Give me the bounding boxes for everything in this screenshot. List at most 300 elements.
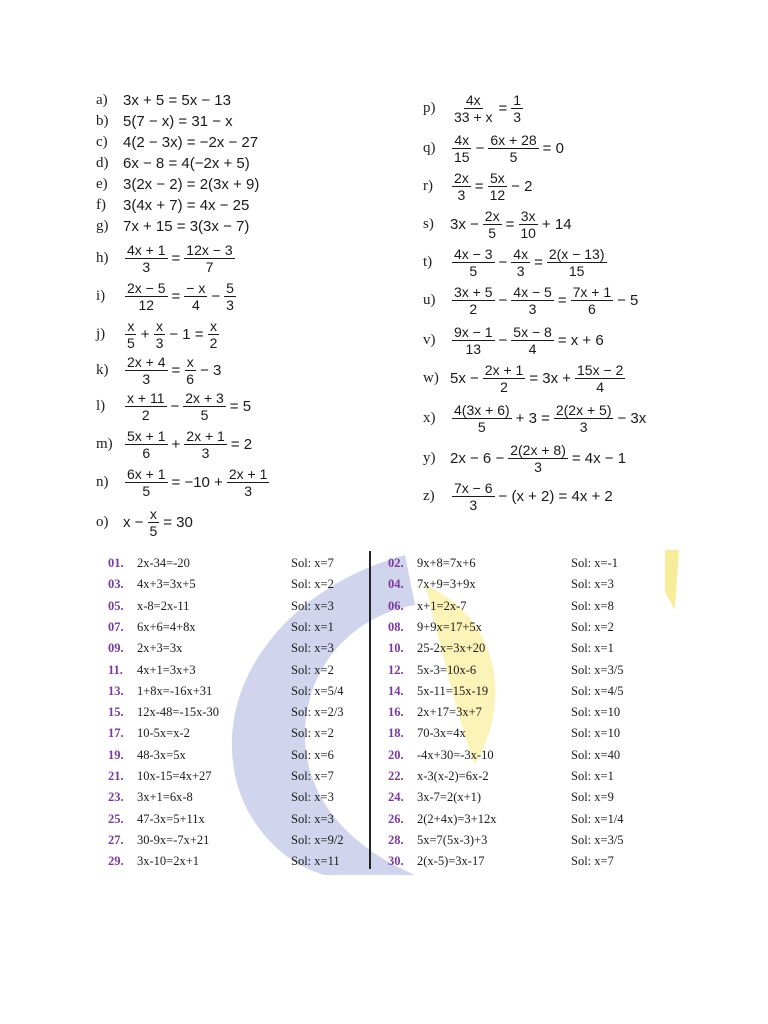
fraction-denominator: 5 [509, 149, 518, 165]
fraction [208, 318, 220, 351]
exercise-equation [122, 197, 250, 214]
fraction-numerator: 4x − 5 [513, 284, 552, 300]
problem-number: 24. [388, 790, 404, 805]
problem-solution: Sol: x=3 [291, 641, 334, 656]
fraction-numerator: 9x − 1 [454, 324, 493, 340]
problem-equation: 6x+6=4+8x [137, 619, 196, 634]
problem-equation: 3x-7=2(x+1) [417, 790, 482, 805]
fraction-numerator: x + 11 [127, 390, 165, 406]
fraction-denominator: 5 [488, 225, 497, 241]
fraction [511, 324, 554, 357]
exercise-equation [449, 246, 610, 279]
fraction-numerator: 5 [226, 280, 234, 296]
exercise-equation [449, 132, 565, 165]
table-row [108, 854, 378, 872]
table-row [388, 854, 658, 872]
exercise-equation [449, 92, 526, 125]
fraction-numerator: x [155, 318, 163, 334]
exercise-b [96, 113, 234, 130]
exercise-n [96, 466, 272, 499]
problem-solution: Sol: x=1 [571, 641, 614, 656]
exercise-label: l) [96, 398, 106, 414]
fraction-denominator: 3 [142, 371, 151, 387]
fraction [511, 246, 530, 279]
table-row [108, 769, 378, 787]
table-row [388, 641, 658, 659]
problem-solution: Sol: x=1/4 [571, 811, 624, 826]
fraction-denominator: 7 [205, 259, 214, 275]
fraction-denominator: 3 [244, 483, 252, 499]
fraction-denominator: 4 [191, 297, 200, 313]
exercise-label: a) [96, 92, 108, 108]
fraction [452, 402, 512, 435]
problem-number: 29. [108, 854, 124, 869]
table-row [388, 833, 658, 851]
fraction [508, 442, 568, 475]
fraction-denominator: 3 [155, 335, 164, 351]
equation-term: + [171, 436, 181, 453]
fraction-numerator: 4(3x + 6) [454, 402, 510, 418]
fraction-numerator: x [127, 318, 135, 334]
fraction-denominator: 6 [142, 445, 151, 461]
fraction [125, 466, 168, 499]
exercise-label: n) [96, 474, 109, 490]
equation-term: = [498, 100, 508, 117]
fraction-denominator: 6 [587, 301, 596, 317]
equation-term: = x + 6 [557, 332, 604, 349]
fraction-numerator: 3x + 5 [454, 284, 493, 300]
table-row [108, 812, 378, 830]
table-row [108, 663, 378, 681]
problem-solution: Sol: x=3 [291, 811, 334, 826]
exercise-equation [449, 324, 605, 357]
exercise-c [96, 134, 259, 151]
exercise-z [423, 480, 614, 513]
exercise-equation [122, 155, 251, 172]
problem-number: 14. [388, 683, 404, 698]
problem-number: 09. [108, 641, 124, 656]
fraction-denominator: 15 [454, 149, 470, 165]
exercise-g [96, 218, 250, 235]
exercise-k [96, 354, 222, 387]
exercise-v [423, 324, 605, 357]
fraction-numerator: 2x + 4 [127, 354, 166, 370]
table-row [108, 833, 378, 851]
fraction-numerator: 2x [454, 170, 469, 186]
fraction-denominator: 3 [534, 459, 542, 475]
exercise-a [96, 92, 232, 109]
equation-term: 2x − 6 − [450, 450, 505, 467]
exercise-equation [122, 466, 272, 499]
fraction [511, 92, 523, 125]
table-row [388, 684, 658, 702]
problem-number: 17. [108, 726, 124, 741]
fraction [452, 284, 495, 317]
exercise-equation [122, 428, 253, 461]
problem-equation: 2x+3=3x [137, 641, 183, 656]
fraction [488, 170, 508, 203]
problem-number: 04. [388, 577, 404, 592]
equation-term: = [474, 178, 484, 195]
fraction [125, 318, 137, 351]
problem-equation: 25-2x=3x+20 [417, 641, 486, 656]
problem-equation: 9+9x=17+5x [417, 619, 482, 634]
problem-number: 28. [388, 832, 404, 847]
equation-term: 7x + 15 = 3(3x − 7) [123, 218, 250, 235]
equation-term: = [171, 288, 181, 305]
problem-number: 05. [108, 598, 124, 613]
exercise-r [423, 170, 533, 203]
fraction-numerator: 6x + 1 [127, 466, 166, 482]
fraction [154, 318, 166, 351]
equation-term: x − [123, 514, 144, 531]
problem-number: 13. [108, 683, 124, 698]
equation-term: 6x − 8 = 4(−2x + 5) [123, 155, 250, 172]
exercise-label: c) [96, 134, 108, 150]
table-row [388, 663, 658, 681]
fraction-denominator: 3 [516, 263, 525, 279]
problem-equation: 1+8x=-16x+31 [137, 683, 213, 698]
exercise-label: d) [96, 155, 109, 171]
equation-term: = [557, 292, 567, 309]
table-row [388, 769, 658, 787]
problem-number: 01. [108, 556, 124, 570]
exercise-equation [449, 402, 647, 435]
equation-term: 3x + 5 = 5x − 13 [123, 92, 231, 109]
fraction [511, 284, 554, 317]
exercise-label: x) [423, 410, 436, 426]
equation-term: 5x − [450, 370, 479, 387]
fraction-numerator: 4x [465, 92, 481, 108]
equation-term: − [170, 398, 180, 415]
fraction-denominator: 2 [141, 407, 150, 423]
fraction-numerator: 6x + 28 [490, 132, 537, 148]
exercise-label: w) [423, 370, 439, 386]
exercise-e [96, 176, 260, 193]
fraction-denominator: 33 + x [454, 109, 493, 125]
problem-equation: 9x+8=7x+6 [417, 556, 476, 570]
fraction [125, 242, 168, 275]
fraction-numerator: x [209, 318, 217, 334]
equation-term: − 3x [617, 410, 647, 427]
fraction-denominator: 3 [142, 259, 151, 275]
problem-solution: Sol: x=3/5 [571, 832, 624, 847]
problem-equation: 3x-10=2x+1 [137, 854, 200, 869]
problem-equation: 30-9x=-7x+21 [137, 832, 210, 847]
problem-number: 27. [108, 832, 124, 847]
fraction [488, 132, 538, 165]
fraction [452, 132, 472, 165]
equation-term: = [534, 254, 543, 271]
problem-solution: Sol: x=3 [291, 790, 334, 805]
equation-term: 4(2 − 3x) = −2x − 27 [123, 134, 259, 151]
exercise-w [423, 362, 628, 395]
fraction-numerator: 5x + 1 [127, 428, 166, 444]
table-row [108, 620, 378, 638]
exercise-equation [449, 170, 533, 203]
fraction-numerator: − x [186, 280, 206, 296]
problem-equation: 12x-48=-15x-30 [137, 705, 220, 720]
problem-number: 08. [388, 619, 404, 634]
fraction-denominator: 15 [568, 263, 585, 279]
equation-term: − 5 [617, 292, 639, 309]
fraction-denominator: 5 [200, 407, 209, 423]
exercise-label: r) [423, 178, 433, 194]
fraction [184, 242, 234, 275]
fraction-denominator: 5 [477, 419, 486, 435]
problem-solution: Sol: x=40 [571, 747, 621, 762]
problem-equation: 2(2+4x)=3+12x [417, 811, 497, 826]
fraction [452, 480, 495, 513]
table-row [388, 726, 658, 744]
equation-term: = 2 [230, 436, 253, 453]
table-row [388, 577, 658, 595]
problem-solution: Sol: x=1 [291, 619, 334, 634]
exercise-equation [449, 480, 614, 513]
equation-term: + [140, 326, 150, 343]
problem-solution: Sol: x=8 [571, 598, 614, 613]
problem-number: 06. [388, 598, 404, 613]
problem-number: 12. [388, 662, 404, 677]
fraction-denominator: 5 [142, 483, 151, 499]
problem-number: 23. [108, 790, 124, 805]
fraction-denominator: 3 [469, 497, 478, 513]
equation-term: − [475, 140, 485, 157]
watermark-flag [665, 550, 679, 610]
fraction [184, 428, 227, 461]
exercise-label: o) [96, 514, 109, 530]
exercise-o [96, 506, 194, 539]
fraction-numerator: 7x + 1 [572, 284, 612, 300]
equation-term: = 3x + [529, 370, 572, 387]
equation-term: − [498, 332, 508, 349]
problem-number: 03. [108, 577, 124, 592]
fraction [483, 208, 502, 241]
problem-solution: Sol: x=3/5 [571, 662, 624, 677]
problem-number: 16. [388, 705, 404, 720]
equation-term: = 5 [229, 398, 252, 415]
fraction-numerator: 4x − 3 [454, 246, 493, 262]
equation-term: = [171, 362, 181, 379]
exercise-label: s) [423, 216, 434, 232]
exercise-y [423, 442, 627, 475]
problem-number: 21. [108, 769, 124, 783]
exercise-s [423, 208, 573, 241]
table-row [388, 556, 658, 574]
equation-term: 5(7 − x) = 31 − x [123, 113, 233, 130]
table-row [388, 748, 658, 766]
exercise-equation [122, 280, 239, 313]
fraction-numerator: 7x − 6 [454, 480, 493, 496]
exercise-l [96, 390, 252, 423]
equation-term: − 3 [200, 362, 222, 379]
fraction-numerator: 2(2x + 8) [510, 442, 566, 458]
exercise-f [96, 197, 250, 214]
problem-equation: 70-3x=4x [417, 726, 466, 741]
problem-equation: x-3(x-2)=6x-2 [417, 769, 489, 783]
exercise-equation [449, 442, 627, 475]
table-row [108, 684, 378, 702]
exercise-d [96, 155, 251, 172]
fraction-numerator: 2x + 3 [185, 390, 224, 406]
fraction-numerator: 4x + 1 [127, 242, 166, 258]
fraction-denominator: 2 [500, 379, 508, 395]
exercise-label: j) [96, 326, 106, 342]
problem-equation: 5x-11=15x-19 [417, 683, 489, 698]
fraction [147, 506, 159, 539]
table-row [108, 599, 378, 617]
problem-number: 02. [388, 556, 404, 570]
fraction-denominator: 4 [596, 379, 605, 395]
problem-solution: Sol: x=5/4 [291, 683, 344, 698]
problem-number: 22. [388, 769, 404, 783]
fraction-denominator: 5 [469, 263, 478, 279]
equation-term: = 4x − 1 [571, 450, 627, 467]
fraction-numerator: 2x + 1 [228, 466, 268, 482]
exercise-equation [122, 92, 232, 109]
problem-number: 18. [388, 726, 404, 741]
exercise-equation [122, 242, 238, 275]
problem-number: 15. [108, 705, 124, 720]
fraction [452, 92, 495, 125]
exercise-equation [122, 218, 250, 235]
problem-equation: 4x+3=3x+5 [137, 577, 196, 592]
equation-term: = 0 [542, 140, 564, 157]
table-row [388, 790, 658, 808]
problem-number: 26. [388, 811, 404, 826]
fraction-denominator: 3 [226, 297, 234, 313]
exercise-label: m) [96, 436, 113, 452]
problem-equation: 2x-34=-20 [137, 556, 190, 570]
fraction [184, 280, 207, 313]
table-row [108, 556, 378, 574]
problem-equation: x-8=2x-11 [137, 598, 190, 613]
table-row [388, 599, 658, 617]
problem-equation: x+1=2x-7 [417, 598, 467, 613]
fraction [554, 402, 614, 435]
exercise-equation [122, 318, 222, 351]
fraction-denominator: 3 [579, 419, 588, 435]
fraction-numerator: 2(2x + 5) [555, 402, 612, 418]
problem-solution: Sol: x=10 [571, 726, 621, 741]
exercise-label: g) [96, 218, 109, 234]
equation-term: − [211, 288, 221, 305]
equation-term: + 14 [541, 216, 572, 233]
equation-term: = −10 + [171, 474, 223, 491]
fraction-denominator: 2 [209, 335, 218, 351]
fraction-denominator: 5 [127, 335, 135, 351]
exercise-t [423, 246, 610, 279]
exercise-p [423, 92, 526, 125]
exercise-u [423, 284, 639, 317]
fraction-numerator: 2x − 5 [127, 280, 166, 296]
exercise-label: u) [423, 292, 436, 308]
problem-solution: Sol: x=1 [571, 769, 614, 783]
equation-term: − 2 [511, 178, 533, 195]
fraction [518, 208, 538, 241]
problem-equation: -4x+30=-3x-10 [417, 747, 494, 762]
fraction-numerator: 12x − 3 [186, 242, 233, 258]
exercise-equation [122, 354, 222, 387]
exercise-equation [449, 362, 628, 395]
table-row [108, 726, 378, 744]
equation-term: 3x − [450, 216, 479, 233]
fraction-numerator: 4x [454, 132, 470, 148]
exercise-q [423, 132, 565, 165]
fraction-denominator: 3 [201, 445, 210, 461]
problem-number: 20. [388, 747, 404, 762]
fraction-numerator: x [149, 506, 157, 522]
problem-equation: 2x+17=3x+7 [417, 705, 482, 720]
exercise-label: y) [423, 450, 436, 466]
problem-solution: Sol: x=2 [571, 619, 614, 634]
equation-term: + 3 = [515, 410, 550, 427]
problem-number: 07. [108, 619, 124, 634]
exercise-x [423, 402, 647, 435]
fraction-numerator: 5x − 8 [513, 324, 552, 340]
problem-number: 10. [388, 641, 404, 656]
exercise-label: k) [96, 362, 109, 378]
fraction-numerator: 5x [489, 170, 505, 186]
problem-solution: Sol: x=6 [291, 747, 334, 762]
problem-solution: Sol: x=9 [571, 790, 614, 805]
fraction [184, 354, 196, 387]
equation-term: − [498, 292, 508, 309]
problem-solution: Sol: x=11 [291, 854, 340, 869]
exercise-equation [122, 390, 252, 423]
fraction-numerator: 4x [513, 246, 529, 262]
problem-solution: Sol: x=4/5 [571, 683, 624, 698]
fraction [125, 354, 168, 387]
equation-term: = [505, 216, 515, 233]
fraction-denominator: 5 [149, 523, 158, 539]
fraction [547, 246, 607, 279]
problem-solution: Sol: x=7 [291, 556, 334, 570]
table-row [388, 812, 658, 830]
equation-term: = 30 [163, 514, 193, 531]
exercise-equation [449, 284, 639, 317]
exercise-label: t) [423, 254, 433, 270]
problem-solution: Sol: x=10 [571, 705, 621, 720]
table-row [388, 705, 658, 723]
exercise-label: i) [96, 288, 106, 304]
fraction [452, 246, 495, 279]
fraction [452, 324, 495, 357]
problem-solution: Sol: x=-1 [571, 556, 618, 570]
exercise-label: q) [423, 140, 436, 156]
fraction-numerator: 2x [484, 208, 500, 224]
equation-term: − (x + 2) = 4x + 2 [498, 488, 613, 505]
problem-equation: 5x=7(5x-3)+3 [417, 832, 488, 847]
problem-solution: Sol: x=2 [291, 662, 334, 677]
problem-solution: Sol: x=3 [571, 577, 614, 592]
table-row [108, 748, 378, 766]
fraction-numerator: x [186, 354, 194, 370]
exercise-label: f) [96, 197, 106, 213]
fraction-denominator: 10 [520, 225, 536, 241]
exercise-equation [122, 176, 260, 193]
exercise-j [96, 318, 222, 351]
fraction [125, 280, 168, 313]
fraction-numerator: 2(x − 13) [548, 246, 605, 262]
fraction-denominator: 2 [469, 301, 478, 317]
exercise-label: p) [423, 100, 436, 116]
exercise-label: e) [96, 176, 108, 192]
equation-term: − [498, 254, 508, 271]
exercise-label: h) [96, 250, 109, 266]
fraction-denominator: 13 [465, 341, 482, 357]
problem-solution: Sol: x=7 [571, 854, 614, 869]
